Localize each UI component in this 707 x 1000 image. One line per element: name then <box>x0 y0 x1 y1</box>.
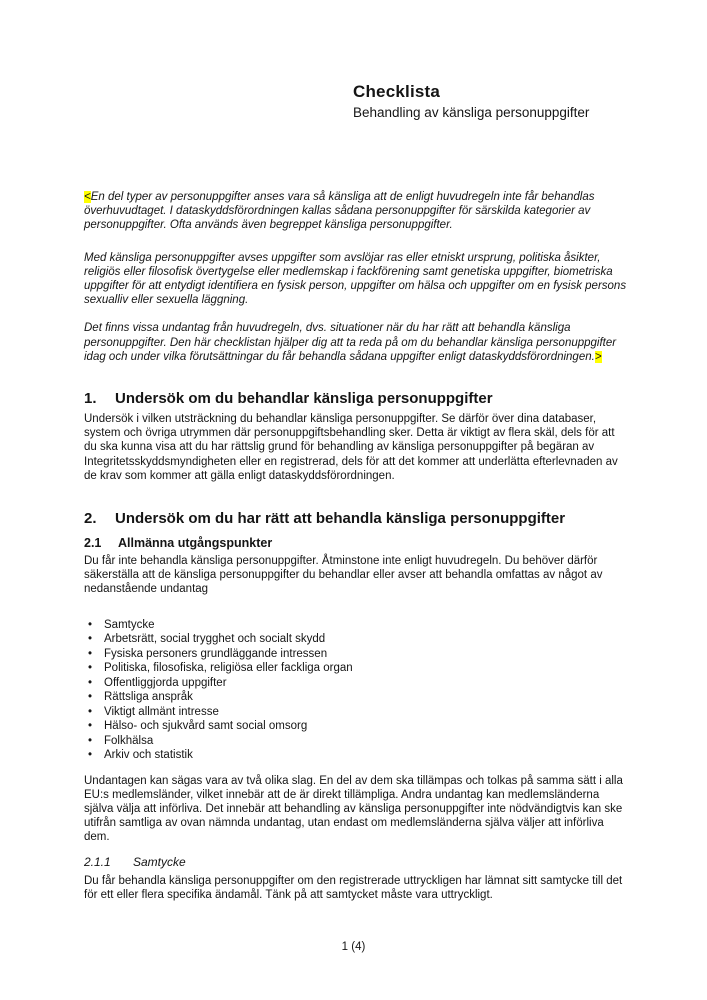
page-number: 1 (4) <box>341 941 366 953</box>
list-item-label: Politiska, filosofiska, religiösa eller fackliga organ <box>104 662 353 675</box>
bullet-icon: • <box>88 647 93 660</box>
intro-section <box>84 190 627 364</box>
list-item <box>84 748 627 763</box>
bullet-icon: • <box>88 633 93 646</box>
subsection-2-1-number: 2.1 <box>84 536 102 551</box>
list-item <box>84 618 627 633</box>
section-1-heading-text: Undersök om du behandlar känsliga personuppgifter <box>115 390 493 408</box>
intro-paragraph-3-text: Det finns vissa undantag från huvudregeln, dvs. situationer när du har rätt att behandla känsliga personuppgifter. Den här checklistan hjälper dig att ta reda på om du behandlar känsliga personuppgifter idag och under vilka förutsättningar du får behandla sådana uppgifter enligt dataskyddsförordningen. <box>84 322 617 363</box>
list-item <box>84 676 627 691</box>
undantag-bullet-list <box>84 618 627 763</box>
intro-paragraph-3 <box>84 321 627 364</box>
highlight-open-bracket: < <box>84 191 91 203</box>
subsection-2-1-body-2: Undantagen kan sägas vara av två olika slag. En del av dem ska tillämpas och tolkas på samma sätt i alla EU:s medlemsländer, vilket innebär att de är direkt tillämpliga. Andra undantag kan medlemsländerna själva välja att införliva. Det innebär att behandling av känsliga personuppgifter inte nödvändigtvis kan ske utifrån samtliga av ovan nämnda undantag, utan endast om medlemsländerna själva väljer att införliva dem. <box>84 774 623 844</box>
bullet-icon: • <box>88 720 93 733</box>
subsection-2-1-heading-text: Allmänna utgångspunkter <box>118 536 273 551</box>
list-item <box>84 690 627 705</box>
list-item <box>84 705 627 720</box>
section-2-heading <box>84 509 627 528</box>
section-1-heading <box>84 389 627 408</box>
page-subtitle: Behandling av känsliga personuppgifter <box>353 104 590 120</box>
page-title: Checklista <box>353 82 441 101</box>
subsection-2-1-1-heading-text: Samtycke <box>133 854 186 869</box>
list-item <box>84 734 627 749</box>
subsection-2-1-1-number: 2.1.1 <box>84 854 111 869</box>
intro-paragraph-2: Med känsliga personuppgifter avses uppgifter som avslöjar ras eller etniskt ursprung, politiska åsikter, religiös eller filosofisk övertygelse eller medlemskap i fackförening samt genetiska uppgifter, biometriska uppgifter för att entydigt identifiera en fysisk person, uppgifter om hälsa och uppgifter om en fysisk persons sexualliv eller sexuella läggning. <box>84 251 627 307</box>
section-2-heading-text: Undersök om du har rätt att behandla känsliga personuppgifter <box>115 510 566 528</box>
subsection-2-1-body: Du får inte behandla känsliga personuppgifter. Åtminstone inte enligt huvudregeln. Du behöver därför säkerställa att de känsliga personuppgifter du behandlar eller avser att behandla omfattas av något av nedanstående undantag <box>84 555 603 596</box>
bullet-icon: • <box>88 734 93 747</box>
list-item-label: Samtycke <box>104 618 155 631</box>
list-item-label: Folkhälsa <box>104 734 154 747</box>
section-1-number: 1. <box>84 390 97 408</box>
bullet-icon: • <box>88 691 93 704</box>
list-item-label: Viktigt allmänt intresse <box>104 705 219 718</box>
bullet-icon: • <box>88 705 93 718</box>
subsection-2-1-1-heading <box>84 855 627 870</box>
list-item-label: Offentliggjorda uppgifter <box>104 676 227 689</box>
list-item <box>84 719 627 734</box>
list-item-label: Hälso- och sjukvård samt social omsorg <box>104 720 308 733</box>
subsection-2-1-1-body: Du får behandla känsliga personuppgifter om den registrerade uttryckligen har lämnat sitt samtycke till det för ett eller flera specifika ändamål. Tänk på att samtycket måste vara uttryckligt. <box>84 875 623 902</box>
list-item-label: Arkiv och statistik <box>104 749 193 762</box>
bullet-icon: • <box>88 676 93 689</box>
bullet-icon: • <box>88 662 93 675</box>
intro-paragraph-1-text: En del typer av personuppgifter anses vara så känsliga att de enligt huvudregeln inte får behandlas överhuvudtaget. I dataskyddsförordningen kallas sådana personuppgifter för särskilda kategorier av personuppgifter. Ofta används även begreppet känsliga personuppgifter. <box>84 191 595 232</box>
document-body <box>84 190 627 903</box>
bullet-icon: • <box>88 749 93 762</box>
title-block <box>353 82 589 120</box>
section-2-number: 2. <box>84 510 97 528</box>
list-item <box>84 661 627 676</box>
list-item-label: Fysiska personers grundläggande intressen <box>104 647 328 660</box>
bullet-icon: • <box>88 618 93 631</box>
highlight-close-bracket: > <box>594 350 602 363</box>
subsection-2-1-heading <box>84 536 627 551</box>
list-item <box>84 632 627 647</box>
section-1-body: Undersök i vilken utsträckning du behandlar känsliga personuppgifter. Se därför över dina databaser, system och övriga utrymmen där personuppgiftsbehandling sker. Detta är viktigt av flera skäl, dels för att du ska kunna visa att du har rättslig grund för behandling av känsliga personuppgifter på begäran av Integritetsskyddsmyndigheten eller en registrerad, dels för att det kommer att underlätta efterlevnaden av de krav som kommer att gälla enligt dataskyddsförordningen. <box>84 413 618 482</box>
list-item-label: Rättsliga anspråk <box>104 691 193 704</box>
list-item <box>84 647 627 662</box>
intro-paragraph-1 <box>84 190 627 233</box>
list-item-label: Arbetsrätt, social trygghet och socialt skydd <box>104 633 326 646</box>
